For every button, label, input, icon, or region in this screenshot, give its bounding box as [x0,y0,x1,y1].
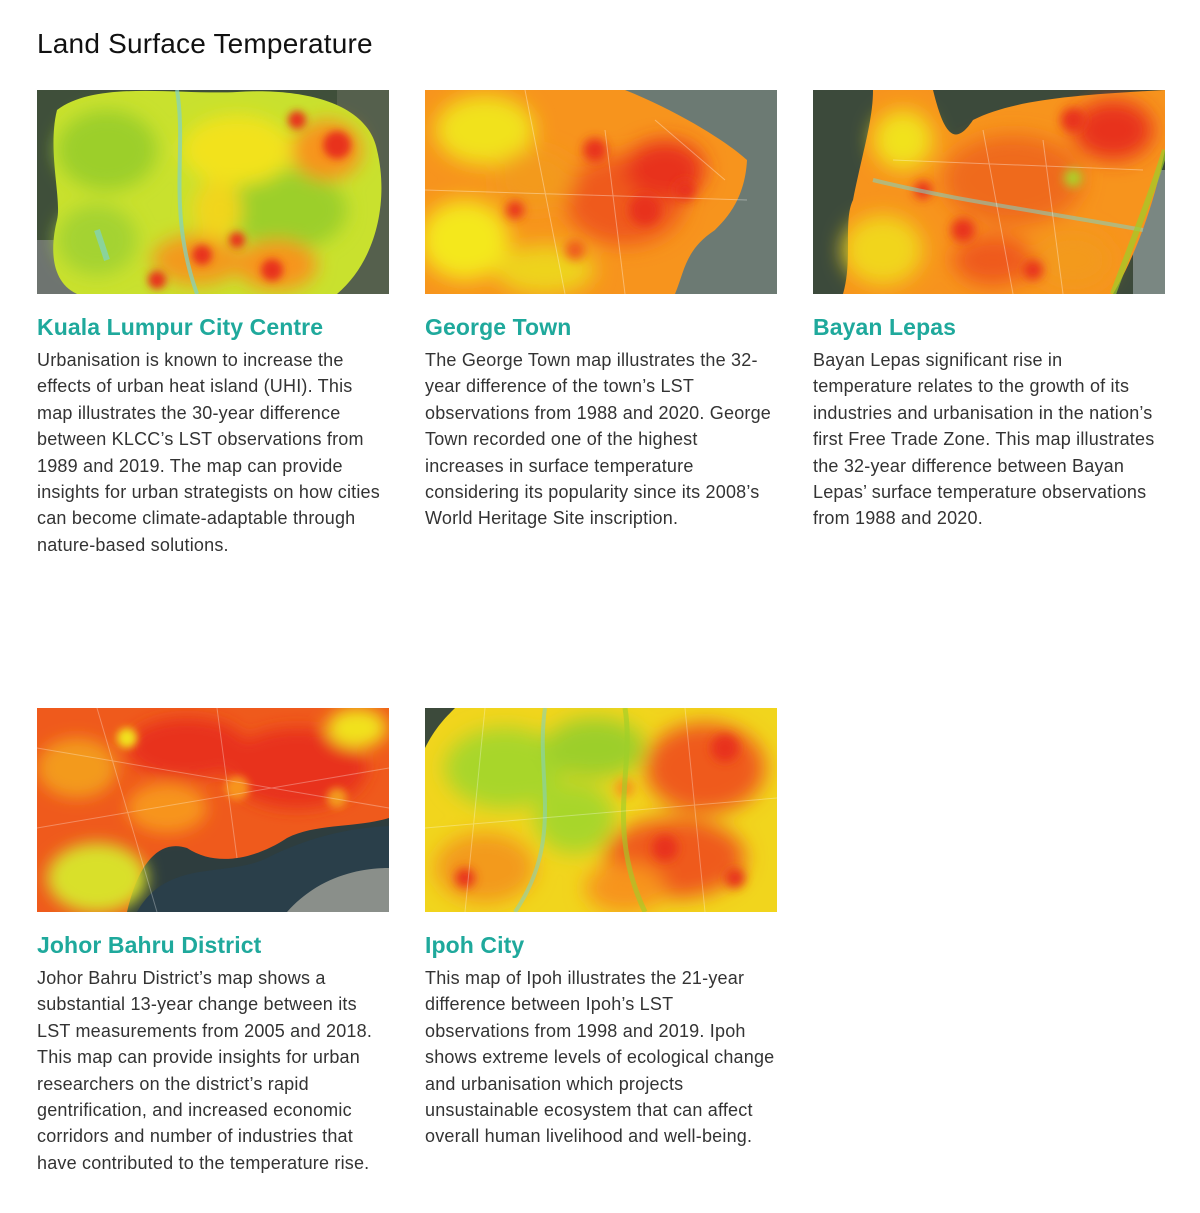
card-description: Urbanisation is known to increase the effects of urban heat island (UHI). This map illustrates the 30-year difference between KLCC’s LST observations from 1989 and 2019. The map can provide insights for urban strategists on how cities can become climate-adaptable through nature-based solutions. [37,350,380,555]
card-title: Bayan Lepas [813,314,956,340]
page-title: Land Surface Temperature [37,28,373,59]
card-title: Johor Bahru District [37,932,262,958]
card-title: Kuala Lumpur City Centre [37,314,324,340]
lst-map-george-town [425,90,777,294]
map-card-george-town [425,90,777,532]
card-description: Johor Bahru District’s map shows a substantial 13-year change between its LST measurements from 2005 and 2018. This map can provide insights for urban researchers on the district’s rapid gentrification, and increased economic corridors and number of industries that have contributed to the temperature rise. [37,968,373,1173]
map-card-bayan-lepas [813,90,1165,532]
lst-map-ipoh [425,708,777,912]
map-card-kuala-lumpur [37,90,389,558]
lst-map-kuala-lumpur [37,90,389,294]
map-card-ipoh [425,708,777,1150]
card-description: Bayan Lepas significant rise in temperature relates to the growth of its industries and urbanisation in the nation’s first Free Trade Zone. This map illustrates the 32-year difference between Bayan Lepas’ surface temperature observations from 1988 and 2020. [813,350,1155,529]
lst-map-johor-bahru [37,708,389,912]
card-title: George Town [425,314,572,340]
card-description: This map of Ipoh illustrates the 21-year difference between Ipoh’s LST observations from 1998 and 2019. Ipoh shows extreme levels of ecological change and urbanisation which projects unsustainable ecosystem that can affect overall human livelihood and well-being. [425,968,775,1147]
lst-map-bayan-lepas [813,90,1165,294]
card-title: Ipoh City [425,932,525,958]
map-card-johor-bahru [37,708,389,1176]
card-description: The George Town map illustrates the 32-year difference of the town’s LST observations from 1988 and 2020. George Town recorded one of the highest increases in surface temperature considering its popularity since its 2008’s World Heritage Site inscription. [425,350,772,529]
